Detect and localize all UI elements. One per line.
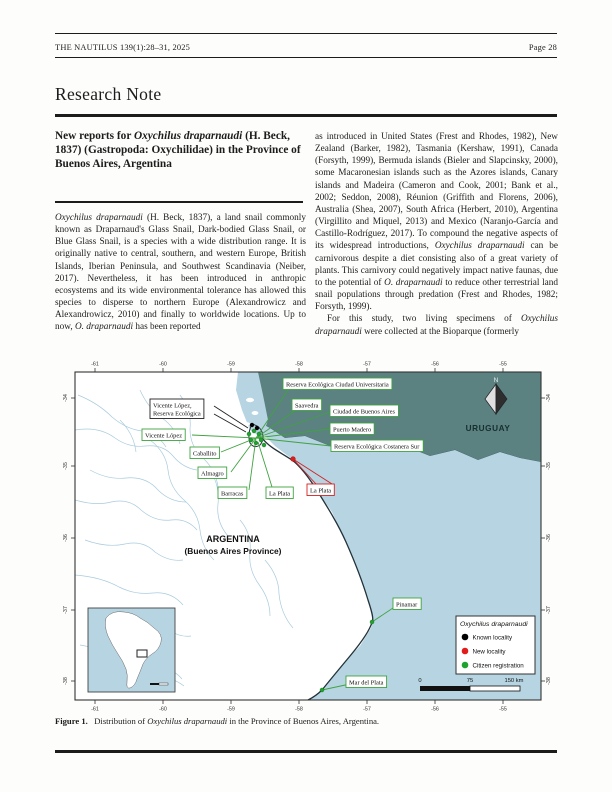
scalebar-segment: [470, 686, 520, 691]
lon-tick-label: -60: [159, 706, 167, 712]
scalebar-label: 75: [466, 678, 474, 684]
argentina-label: ARGENTINA: [206, 534, 260, 544]
lat-tick-label: -36: [63, 534, 69, 542]
svg-text:Pinamar: Pinamar: [396, 601, 418, 609]
lat-tick-label: -37: [63, 606, 69, 614]
argentina-sublabel: (Buenos Aires Province): [184, 546, 282, 556]
lat-tick-label: -37: [546, 606, 552, 614]
legend-layer: [456, 616, 535, 674]
text-segment: to reduce other terrestrial land snail populations through predation (Frest and Rhodes, 1982; Forsyth, 1999).: [315, 277, 558, 313]
citizen-registration-dot: [249, 438, 253, 442]
text-segment: New reports for: [55, 130, 134, 142]
svg-text:Vicente López,Reserva Ecológic: Vicente López, Reserva Ecológica: [153, 402, 201, 418]
figure-caption: [55, 716, 557, 727]
legend-title: Oxychilus draparnaudi: [460, 621, 528, 628]
svg-text:Saavedra: Saavedra: [295, 402, 319, 410]
scalebar-label: 0: [418, 678, 422, 684]
text-segment: (H. Beck, 1837) (Gastropoda: Oxychilidae) in the Province of Buenos Aires, Argentina: [55, 130, 301, 171]
svg-text:Vicente López: Vicente López: [145, 432, 183, 440]
page-number: Page 28: [528, 43, 557, 52]
text-segment: (H. Beck, 1837), a land snail commonly known as Draparnaud's Glass Snail, Dark-bodied Glass Snail, or Blue Glass Snail, is a species with a wide distribution range. It is originally native to central, southern, and western Europe, British Islands, Iberian Peninsula, and Southwest Scandinavia (Neiber, 2017). Nevertheless, it has been introduced in anthropic ecosystems and its wide environmental tolerance has allowed this species to disperse to northern Europe (Alexandrowicz and Alexandrowicz, 2010) and finally to worldwide locations. Up to now,: [55, 213, 306, 333]
new-locality-dot: [291, 457, 296, 462]
lon-tick-label: -58: [295, 706, 303, 712]
map-place-label: [307, 484, 334, 496]
text-segment: Oxychilus draparnaudi: [434, 241, 525, 252]
text-segment: Oxychilus draparnaudi: [147, 716, 228, 726]
lon-tick-label: -61: [91, 706, 99, 712]
map-place-label: [393, 598, 421, 610]
body-column-right: [315, 131, 558, 338]
lat-tick-label: -38: [63, 677, 69, 685]
running-header: [55, 43, 557, 52]
citizen-registration-dot: [320, 688, 324, 692]
known-locality-dot: [255, 426, 259, 430]
svg-text:Ciudad de Buenos Aires: Ciudad de Buenos Aires: [333, 408, 395, 416]
footer-rule: [55, 750, 557, 753]
body-column-left: [55, 212, 306, 334]
text-segment: has been reported: [133, 322, 201, 333]
map-place-label: [292, 399, 322, 411]
lon-tick-label: -58: [295, 361, 303, 368]
paragraph: [315, 131, 558, 313]
text-segment: O. draparnaudi: [384, 277, 443, 288]
lon-tick-label: -56: [431, 706, 439, 712]
known-locality-dot: [250, 423, 254, 427]
scalebar-segment: [420, 686, 470, 691]
lat-tick-label: -34: [63, 394, 69, 402]
lon-tick-label: -61: [91, 361, 99, 368]
scalebar-label: 150 km: [504, 678, 524, 684]
svg-text:Puerto Madero: Puerto Madero: [333, 426, 372, 434]
journal-citation: THE NAUTILUS 139(1):28–31, 2025: [55, 43, 191, 52]
legend-item-label: New locality: [472, 648, 506, 656]
lon-tick-label: -57: [363, 706, 371, 712]
citizen-registration-dot: [247, 432, 251, 436]
text-segment: Figure 1.: [55, 716, 88, 726]
header-top-rule: [55, 33, 557, 34]
map-place-label: [330, 423, 374, 435]
text-segment: were collected at the Bioparque (formerly: [361, 326, 519, 337]
section-rule: [55, 114, 557, 117]
paragraph: [55, 212, 306, 334]
map-place-label: [330, 405, 398, 417]
svg-text:Caballito: Caballito: [193, 450, 217, 458]
citizen-registration-dot: [259, 438, 263, 442]
svg-text:Almagro: Almagro: [201, 470, 224, 478]
text-segment: Oxychilus draparnaudi: [133, 130, 243, 142]
lat-tick-label: -34: [546, 394, 552, 402]
svg-text:La Plata: La Plata: [310, 487, 332, 495]
text-segment: as introduced in United States (Frest and Rhodes, 1982), New Zealand (Barker, 1982), Tasmania (Kershaw, 1991), Canada (Forsyth, 1999), Bermuda islands (Bieler and Slapcinsky, 2000), some Macaronesian islands such as the Azores islands, Canary islands and Madeira (Cameron and Cook, 2001; Bank et al., 2002; Seddon, 2008), Réunion (Griffith and Florens, 2006), Australia (Shea, 2007), South Africa (Herbert, 2010), Argentina (Virgillito and Miquel, 2013) and Mexico (Naranjo-García and Castillo-Rodríguez, 2017). To compound the negative aspects of its widespread introductions,: [315, 132, 558, 252]
text-segment: in the Province of Buenos Aires, Argentina.: [227, 716, 380, 726]
text-segment: Oxychilus draparnaudi: [55, 213, 143, 223]
lon-tick-label: -56: [431, 361, 439, 368]
lat-tick-label: -36: [546, 534, 552, 542]
delta-island: [246, 398, 254, 402]
map-place-label: [190, 447, 219, 459]
legend-item-label: Known locality: [472, 634, 513, 642]
text-segment: For this study, two living specimens of: [327, 314, 521, 325]
lat-tick-label: -35: [63, 462, 69, 470]
paragraph: [315, 313, 558, 337]
map-place-label: [198, 467, 227, 479]
map-place-label: [283, 378, 392, 390]
citizen-registration-dot: [262, 443, 266, 447]
map-place-label: [142, 429, 185, 441]
lon-tick-label: -59: [227, 361, 235, 368]
map-place-label: [331, 440, 423, 452]
citizen-registration-dot: [257, 432, 261, 436]
map-place-label: [346, 676, 387, 688]
text-segment: Oxychilus draparnaudi: [315, 314, 558, 337]
svg-text:Reserva Ecológica Costanera Su: Reserva Ecológica Costanera Sur: [334, 443, 420, 451]
lat-tick-label: -38: [546, 677, 552, 685]
legend-dot-icon: [462, 634, 469, 641]
distribution-map-figure: [40, 355, 575, 712]
uruguay-label: URUGUAY: [465, 424, 511, 433]
text-segment: Distribution of: [87, 716, 148, 726]
citizen-registration-dot: [370, 620, 374, 624]
lon-tick-label: -55: [499, 706, 507, 712]
svg-text:Barracas: Barracas: [221, 490, 244, 498]
inset-map: [88, 608, 175, 692]
map-place-label: [266, 487, 293, 499]
svg-text:La Plata: La Plata: [269, 490, 291, 498]
title-rule: [55, 201, 303, 203]
inset-scalebar: [159, 683, 168, 685]
delta-island: [244, 422, 250, 426]
lat-tick-label: -35: [546, 462, 552, 470]
citizen-registration-dot: [254, 441, 258, 445]
map-place-label: [150, 399, 204, 419]
map-place-label: [218, 487, 247, 499]
svg-text:Reserva Ecológica Ciudad Unive: Reserva Ecológica Ciudad Universitaria: [286, 381, 389, 389]
header-bottom-rule: [55, 57, 557, 58]
article-title: [55, 129, 307, 172]
svg-text:Mar del Plata: Mar del Plata: [349, 679, 384, 687]
text-segment: can be carnivorous despite a diet consisting also of a great variety of plants. This carnivory could negatively impact native faunas, due to the potential of: [315, 241, 558, 288]
legend-dot-icon: [462, 648, 469, 655]
legend-dot-icon: [462, 662, 469, 669]
section-title: Research Note: [55, 84, 162, 104]
inset-scalebar: [150, 683, 159, 685]
lon-tick-label: -59: [227, 706, 235, 712]
text-segment: O. draparnaudi: [74, 322, 134, 333]
lon-tick-label: -55: [499, 361, 507, 368]
north-letter: N: [493, 377, 499, 384]
lon-tick-label: -57: [363, 361, 371, 368]
legend-item-label: Citizen registration: [472, 662, 524, 670]
lon-tick-label: -60: [159, 361, 167, 368]
delta-island: [252, 411, 259, 415]
